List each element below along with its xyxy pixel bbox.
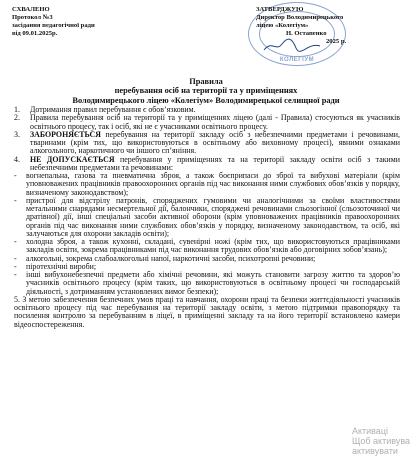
rule-text-rest: перебування у приміщеннях та на території закладу освіти осіб з такими небезпечними предметами та речовинами:	[30, 154, 400, 172]
rule-text	[30, 156, 400, 173]
rule-emphasis: НЕ ДОПУСКАЄТЬСЯ	[30, 154, 115, 164]
bullet-item	[14, 271, 400, 296]
bullet-text: алкогольні, зокрема слабоалкогольні напої, наркотичні засоби, психотропні речовини;	[26, 253, 316, 263]
rule-number: 3.	[14, 129, 20, 139]
approval-date: від 09.01.2025р.	[12, 30, 58, 37]
approval-block	[12, 6, 95, 38]
bullet-dash: -	[14, 253, 17, 263]
title-line-1: Правила	[189, 77, 223, 86]
council-meeting: засідання педагогічної ради	[12, 22, 95, 29]
document-title	[0, 77, 412, 105]
bullet-text: вогнепальна, газова та пневматична зброя, а також боєприпаси до зброї та вибухові матеріали (крім уповноважених працівників правоохоронних органів під час виконання ними службових обов’язків у порядку, визначеному законодавством);	[26, 171, 400, 197]
director-title: Директор Володимирецького	[256, 14, 344, 21]
rule-item	[14, 156, 400, 173]
bullet-text: інші вибухонебезпечні предмети або хімічні речовини, які можуть становити загрозу життю та здоров’ю учасників освітнього процесу (крім таких, що використовуються в освітньому процесі чи господарській діяльності, з дотриманням установлених вимог безпеки);	[26, 270, 400, 296]
title-line-3: Володимирецького ліцею «Колегіум» Володимирецької селищної ради	[72, 95, 340, 105]
approval-year: 2025 р.	[326, 38, 347, 45]
director-approval-block	[256, 6, 346, 46]
bullet-text: холодна зброя, а також кухонні, складані, сувенірні ножі (крім тих, що використовуються працівниками закладів освіти, зокрема працівниками під час виконання трудових обов’язків або договірних зобов’язань);	[26, 237, 400, 255]
rule-text	[30, 131, 400, 156]
bullet-item	[14, 172, 400, 197]
approve-label: ЗАТВЕРДЖУЮ	[256, 6, 304, 13]
rule-text: Дотримання правил перебування є обов’язковим.	[30, 105, 196, 114]
title-line-2: перебування осіб на території та у приміщеннях	[114, 86, 298, 96]
rule-item	[14, 131, 400, 156]
rule-item	[14, 114, 400, 131]
bullet-dash: -	[14, 270, 17, 279]
watermark-line-1: Активаці	[351, 426, 388, 436]
rule-text-rest: перебування на території закладу осіб з небезпечними предметами і речовинами, тваринами (крім тих, що використовуються в освітньому або виховному процесі), явними ознаками алкогольного, наркотичного чи іншого сп’яніння.	[30, 129, 400, 156]
bullet-item	[14, 238, 400, 255]
bullet-dash: -	[14, 171, 17, 180]
rule-number: 4.	[14, 154, 20, 164]
windows-activation-watermark	[352, 426, 410, 456]
bullet-text: пристрої для відстрілу патронів, споряджених гумовими чи аналогічними за своїми властивостями метальними снарядами несмертельної дії, балончики, споряджені речовинами сльозогінної (сльозоточиної чи дратівної) дії, інші спеціальні засоби активної оборони (крім уповноважених працівників правоохоронних органів під час виконання ними службових обов’язків у порядку, визначеному законодавством, та осіб, які залучаються для охорони закладів освіти);	[26, 195, 400, 238]
bullet-text: піротехнічні вироби;	[26, 261, 97, 271]
school-name: ліцею «Колегіум»	[256, 22, 309, 29]
director-name: Н. Остапенко	[286, 30, 327, 37]
approved-label: СХВАЛЕНО	[12, 6, 50, 13]
rule-item-5: 5. З метою забезпечення безпечних умов праці та навчання, охорони праці та безпеки життєдіяльності учасників освітнього процесу під час перебування на території закладу освіти, з метою підтримки правопорядку та посилення контролю за перебуванням в ліцеї, в приміщенні закладу та на його території встановлено камери відеоспостереження.	[14, 294, 400, 329]
seal-text: КОЛЕГІУМ	[279, 57, 315, 63]
watermark-line-3: активувати	[351, 446, 398, 456]
rules-body	[14, 106, 400, 329]
bullet-item	[14, 197, 400, 238]
protocol-number: Протокол №3	[12, 14, 53, 21]
rule-number: 1.	[14, 105, 20, 114]
rule-emphasis: ЗАБОРОНЯЄТЬСЯ	[30, 129, 101, 139]
bullet-dash: -	[14, 237, 17, 246]
rule-number: 2.	[14, 113, 20, 123]
rule-text: Правила перебування осіб на території та у приміщеннях ліцею (далі - Правила) стосуються як учасників освітнього процесу, так і осіб, які не є учасниками освітнього процесу.	[30, 113, 400, 131]
bullet-dash: -	[14, 195, 17, 205]
watermark-line-2: Щоб активува	[351, 436, 410, 446]
bullet-dash: -	[14, 261, 17, 271]
